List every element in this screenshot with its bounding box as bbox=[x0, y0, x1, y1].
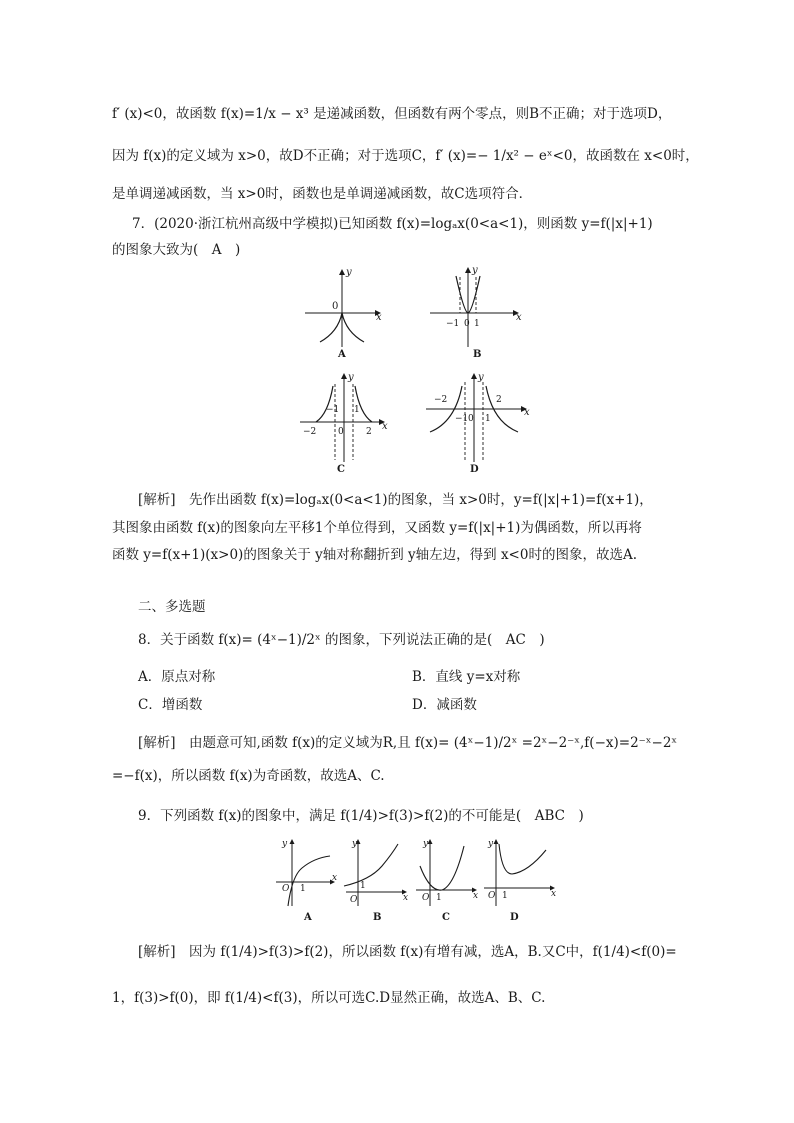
analysis-7-line-1: [解析] 先作出函数 f(x)=logₐx(0<a<1)的图象，当 x>0时，y=f(|x|+1)=f(x+1)， bbox=[138, 492, 653, 508]
question-8: 8．关于函数 f(x)= (4ˣ−1)/2ˣ 的图象，下列说法正确的是( AC ) bbox=[138, 632, 545, 648]
tick-one: 1 bbox=[354, 405, 360, 415]
axis-y-label: y bbox=[346, 267, 352, 278]
text-line-2: 因为 f(x)的定义域为 x>0，故D不正确；对于选项C，f′ (x)=− 1/x² − eˣ<0，故函数在 x<0时， bbox=[112, 148, 699, 164]
q8-option-d: D．减函数 bbox=[412, 697, 477, 713]
q9-graph-a bbox=[276, 839, 337, 923]
q8-option-c: C．增函数 bbox=[138, 697, 203, 713]
tick-neg-one: −1 bbox=[455, 414, 469, 424]
question-7-line-1: 7．(2020·浙江杭州高级中学模拟)已知函数 f(x)=logₐx(0<a<1)，则函数 y=f(|x|+1) bbox=[132, 216, 653, 232]
axis-y-label: y bbox=[472, 265, 478, 276]
origin-label: O bbox=[282, 884, 290, 894]
tick-zero: 0 bbox=[464, 319, 470, 329]
tick-neg-two: −2 bbox=[434, 395, 448, 405]
analysis-7-line-3: 函数 y=f(x+1)(x>0)的图象关于 y轴对称翻折到 y轴左边，得到 x<0时的图象，故选A. bbox=[112, 547, 638, 563]
q9-figures bbox=[270, 836, 560, 926]
axis-y-label: y bbox=[478, 372, 484, 383]
analysis-9-line-1: [解析] 因为 f(1/4)>f(3)>f(2)，所以函数 f(x)有增有减，选A，B.又C中，f(1/4)<f(0)= bbox=[138, 944, 677, 960]
axis-x-label: x bbox=[524, 407, 530, 418]
question-7-line-2: 的图象大致为( A ) bbox=[112, 242, 241, 258]
tick-one: 1 bbox=[300, 884, 306, 894]
tick-zero: 0 bbox=[468, 414, 474, 424]
analysis-8-line-2: =−f(x)，所以函数 f(x)为奇函数，故选A、C. bbox=[112, 768, 385, 784]
question-9: 9．下列函数 f(x)的图象中，满足 f(1/4)>f(3)>f(2)的不可能是( ABC ) bbox=[138, 808, 584, 824]
graph-label-b: B bbox=[473, 349, 482, 360]
graph-label-b: B bbox=[373, 912, 382, 923]
axis-x-label: x bbox=[551, 889, 557, 899]
q8-option-a: A．原点对称 bbox=[138, 669, 216, 685]
tick-zero: 0 bbox=[338, 427, 344, 437]
tick-neg-two: −2 bbox=[303, 427, 317, 437]
tick-one: 1 bbox=[360, 881, 366, 891]
axis-x-label: x bbox=[403, 893, 409, 903]
origin-label: O bbox=[350, 895, 358, 905]
analysis-8-line-1: [解析] 由题意可知,函数 f(x)的定义域为R,且 f(x)= (4ˣ−1)/2ˣ =2ˣ−2⁻ˣ,f(−x)=2⁻ˣ−2ˣ bbox=[138, 735, 678, 751]
origin-label: O bbox=[488, 891, 496, 901]
axis-y-label: y bbox=[348, 372, 354, 383]
tick-neg-one: −1 bbox=[326, 405, 340, 415]
q8-option-b: B．直线 y=x对称 bbox=[412, 669, 521, 685]
tick-one: 1 bbox=[436, 893, 442, 903]
graph-label-d: D bbox=[510, 912, 519, 923]
q7-graph-a bbox=[305, 267, 382, 360]
graph-label-a: A bbox=[338, 349, 346, 360]
axis-y-label: y bbox=[282, 839, 288, 849]
q7-graph-d bbox=[426, 372, 530, 475]
tick-zero: 0 bbox=[332, 301, 339, 312]
tick-one: 1 bbox=[485, 414, 491, 424]
tick-one: 1 bbox=[502, 891, 508, 901]
q7-graph-b bbox=[430, 265, 522, 360]
axis-x-label: x bbox=[516, 312, 522, 323]
q9-graph-c bbox=[416, 839, 478, 923]
q9-graph-b bbox=[344, 839, 408, 923]
tick-two: 2 bbox=[366, 427, 372, 437]
axis-x-label: x bbox=[332, 873, 338, 883]
text-line-1: f′ (x)<0，故函数 f(x)=1/x − x³ 是递减函数，但函数有两个零点，则B不正确；对于选项D， bbox=[112, 106, 672, 122]
q9-graph-d bbox=[484, 839, 556, 923]
q7-figures bbox=[290, 262, 540, 477]
graph-label-c: C bbox=[442, 912, 450, 923]
axis-x-label: x bbox=[382, 421, 388, 432]
axis-x-label: x bbox=[376, 312, 382, 323]
tick-two: 2 bbox=[496, 395, 502, 405]
analysis-7-line-2: 其图象由函数 f(x)的图象向左平移1个单位得到，又函数 y=f(|x|+1)为偶函数，所以再将 bbox=[112, 520, 642, 536]
axis-y-label: y bbox=[423, 839, 429, 849]
axis-y-label: y bbox=[352, 839, 358, 849]
axis-x-label: x bbox=[473, 891, 479, 901]
origin-label: O bbox=[422, 893, 430, 903]
analysis-9-line-2: 1，f(3)>f(0)，即 f(1/4)<f(3)，所以可选C.D显然正确，故选A、B、C. bbox=[112, 990, 546, 1006]
axis-y-label: y bbox=[488, 839, 494, 849]
tick-neg-one: −1 bbox=[446, 319, 460, 329]
q7-graph-c bbox=[300, 372, 388, 475]
graph-label-c: C bbox=[337, 464, 345, 475]
section-heading: 二、多选题 bbox=[138, 599, 206, 615]
graph-label-d: D bbox=[470, 464, 479, 475]
tick-one: 1 bbox=[474, 319, 480, 329]
text-line-3: 是单调递减函数，当 x>0时，函数也是单调递减函数，故C选项符合． bbox=[112, 186, 533, 202]
graph-label-a: A bbox=[304, 912, 312, 923]
